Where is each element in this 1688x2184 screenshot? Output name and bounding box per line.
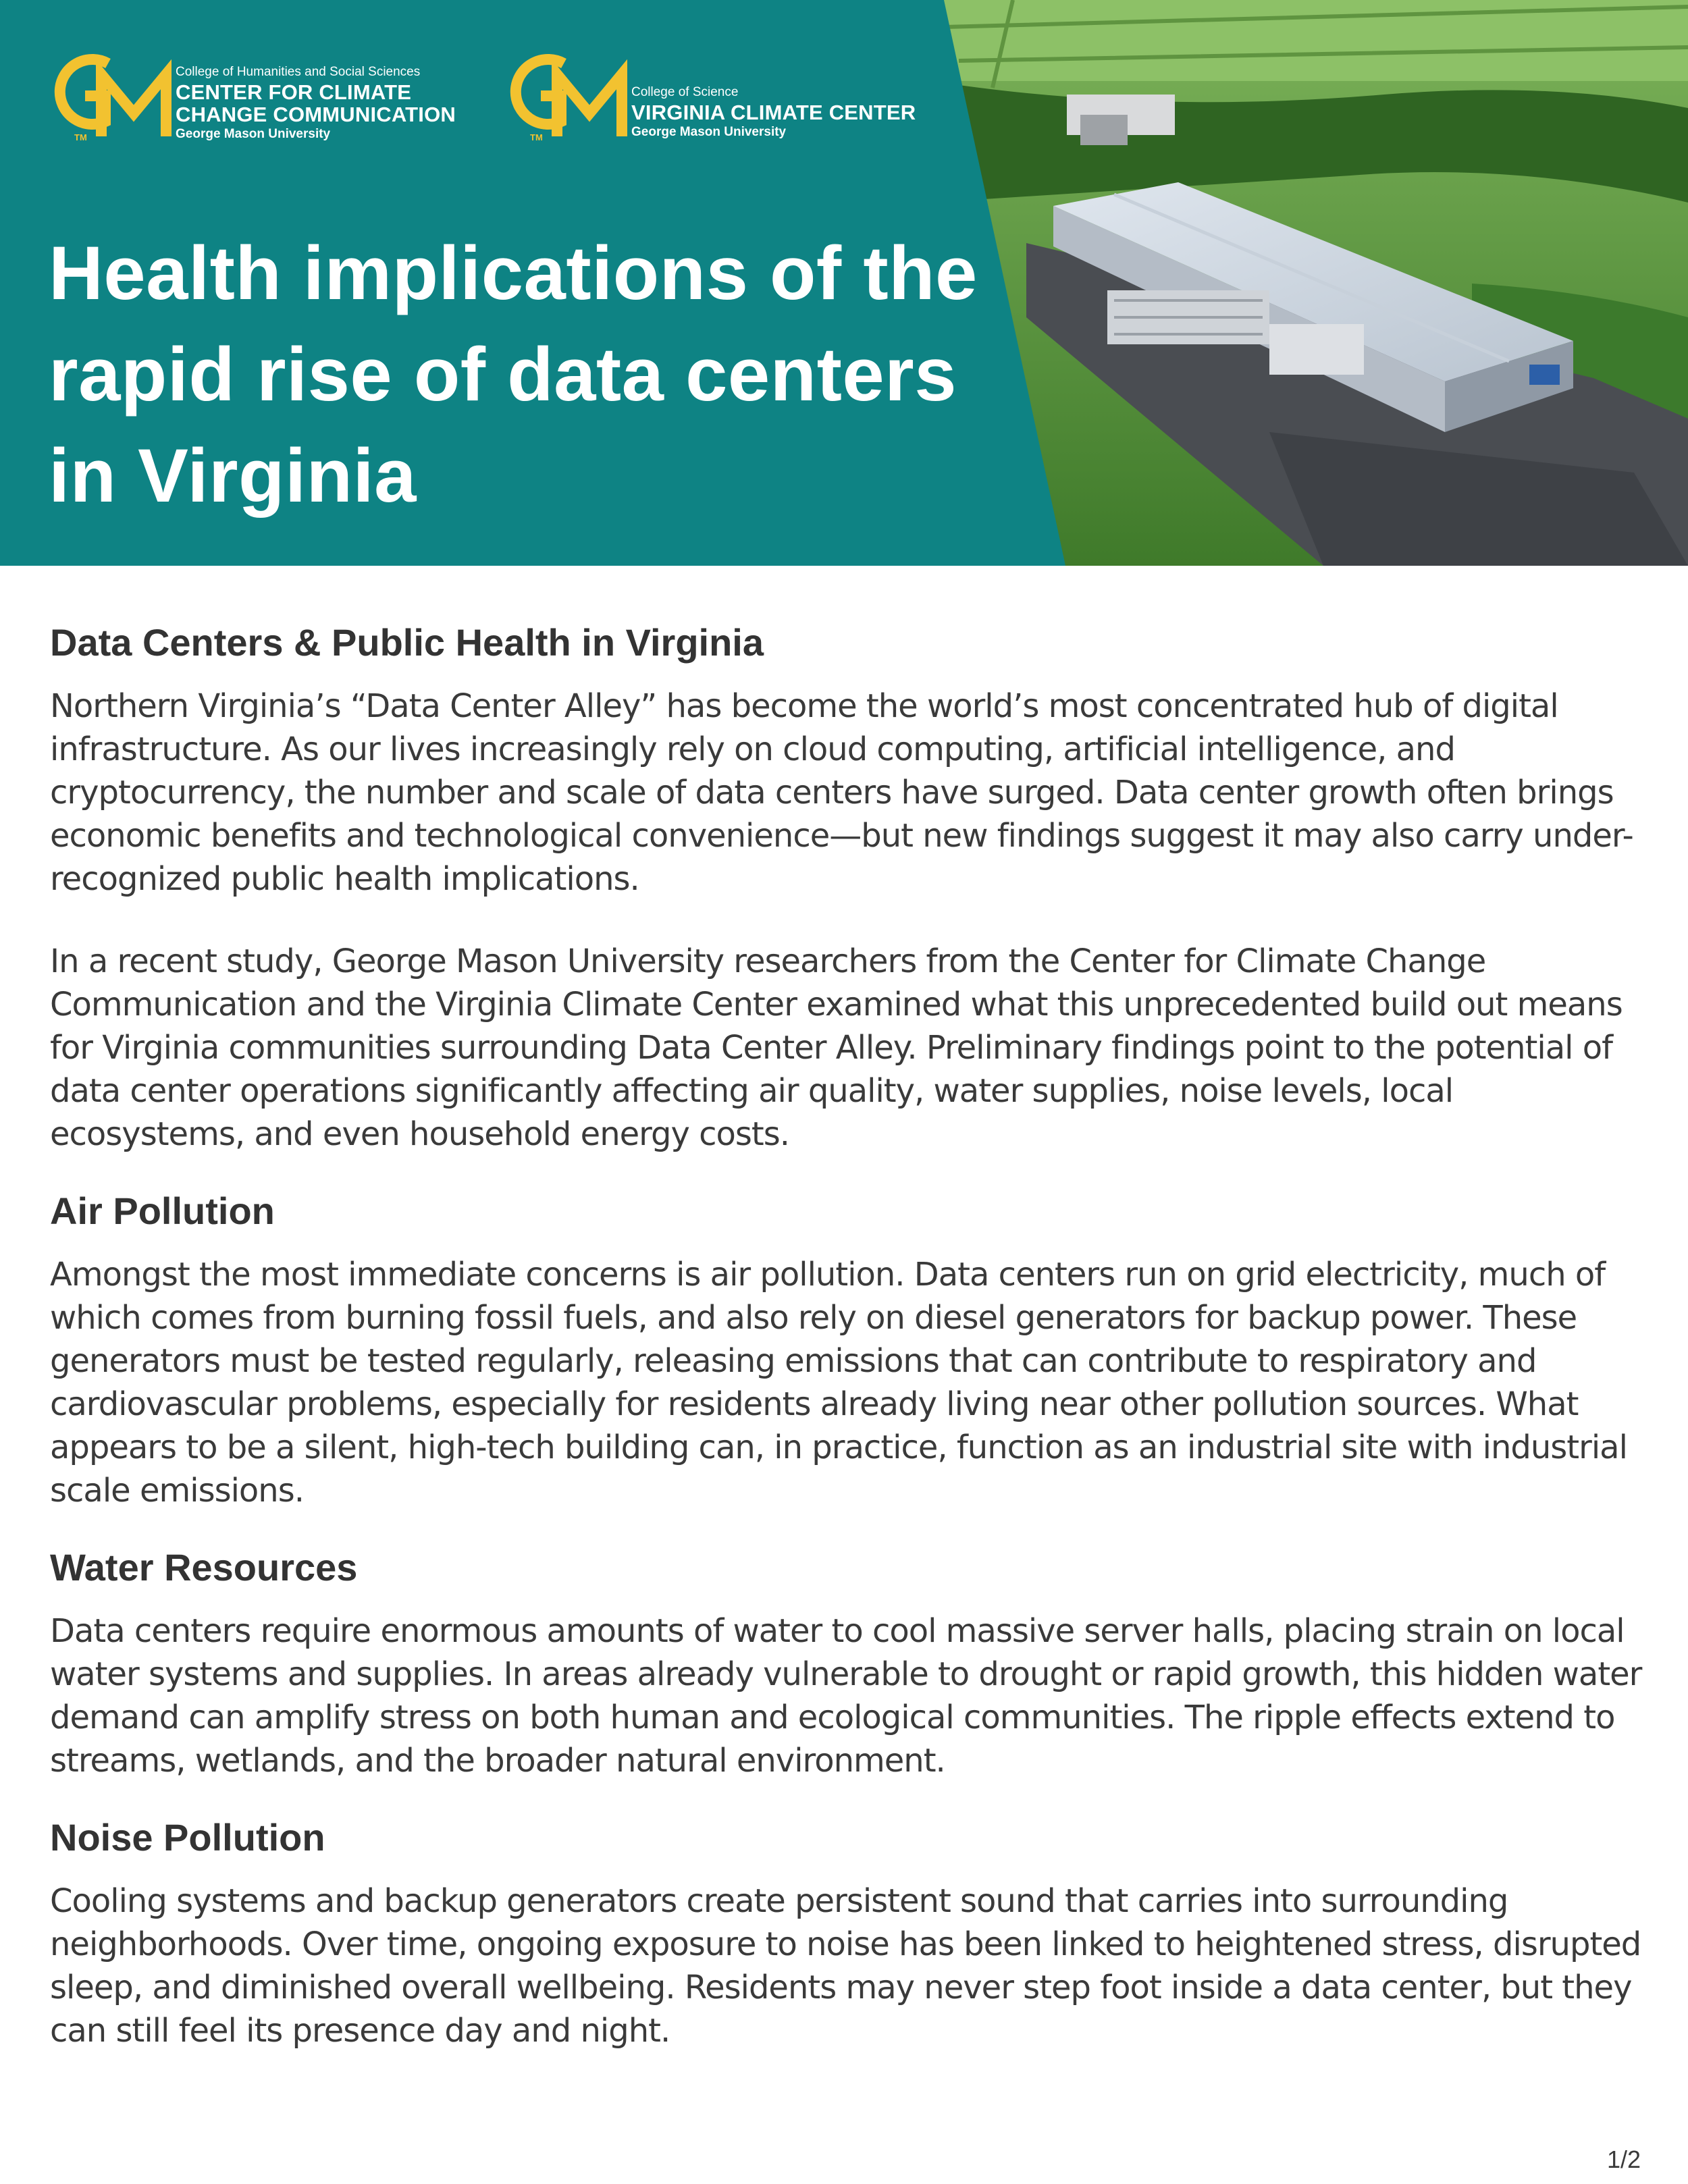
header-banner xyxy=(0,0,1688,566)
section-heading: Noise Pollution xyxy=(50,1816,325,1859)
section-heading: Data Centers & Public Health in Virginia xyxy=(50,621,764,664)
vcc-logo xyxy=(503,49,935,157)
paragraph: Northern Virginia’s “Data Center Alley” has become the world’s most concentrated hub of digital infrastructure. As our lives increasingly rely on cloud computing, artificial intelligence, and cryptocurrency, the number and scale of data centers have surged. Data center growth often brings economic benefits and technological convenience—but new findings suggest it may also carry under-recognized public health implications. xyxy=(50,687,1633,898)
paragraph: Data centers require enormous amounts of water to cool massive server halls, placing strain on local water systems and supplies. In areas already vulnerable to drought or rapid growth, this hidden water demand can amplify stress on both human and ecological communities. The ripple effects extend to streams, wetlands, and the broader natural environment. xyxy=(50,1612,1642,1780)
gm-monogram-icon xyxy=(47,49,179,150)
center-name-line1: VIRGINIA CLIMATE CENTER xyxy=(631,101,916,124)
paragraph: Cooling systems and backup generators create persistent sound that carries into surrounding neighborhoods. Over time, ongoing exposure to noise has been linked to heightened stress, disrupted sleep, and diminished overall wellbeing. Residents may never step foot inside a data center, but they can still feel its presence day and night. xyxy=(50,1882,1641,2050)
college-name: College of Science xyxy=(631,85,739,99)
section-heading: Water Resources xyxy=(50,1546,358,1589)
center-name-line1: CENTER FOR CLIMATE xyxy=(176,80,412,104)
college-name: College of Humanities and Social Sciences xyxy=(176,65,421,79)
center-name-line2: CHANGE COMMUNICATION xyxy=(176,103,456,126)
gm-monogram-icon xyxy=(503,49,635,150)
university-name: George Mason University xyxy=(631,125,787,139)
page-number: 1/2 xyxy=(1606,2146,1641,2173)
article-body xyxy=(50,614,1657,2052)
university-name: George Mason University xyxy=(176,127,331,141)
section-heading: Air Pollution xyxy=(50,1190,275,1232)
trademark-label: TM xyxy=(530,132,543,142)
paragraph: In a recent study, George Mason University researchers from the Center for Climate Change Communication and the Virginia Climate Center examined what this unprecedented build out means for Virginia communities surrounding Data Center Alley. Preliminary findings point to the potential of data center operations significantly affecting air quality, water supplies, noise levels, local ecosystems, and even household energy costs. xyxy=(50,942,1623,1153)
paragraph: Amongst the most immediate concerns is air pollution. Data centers run on grid electricity, much of which comes from burning fossil fuels, and also rely on diesel generators for backup power. These generators must be tested regularly, releasing emissions that can contribute to respiratory and cardiovascular problems, especially for residents already living near other pollution sources. What appears to be a silent, high-tech building can, in practice, function as an industrial site with industrial scale emissions. xyxy=(50,1256,1627,1510)
page-title: Health implications of the rapid rise of data centers in Virginia xyxy=(49,231,978,518)
trademark-label: TM xyxy=(74,132,87,142)
ccc-logo xyxy=(47,49,479,157)
